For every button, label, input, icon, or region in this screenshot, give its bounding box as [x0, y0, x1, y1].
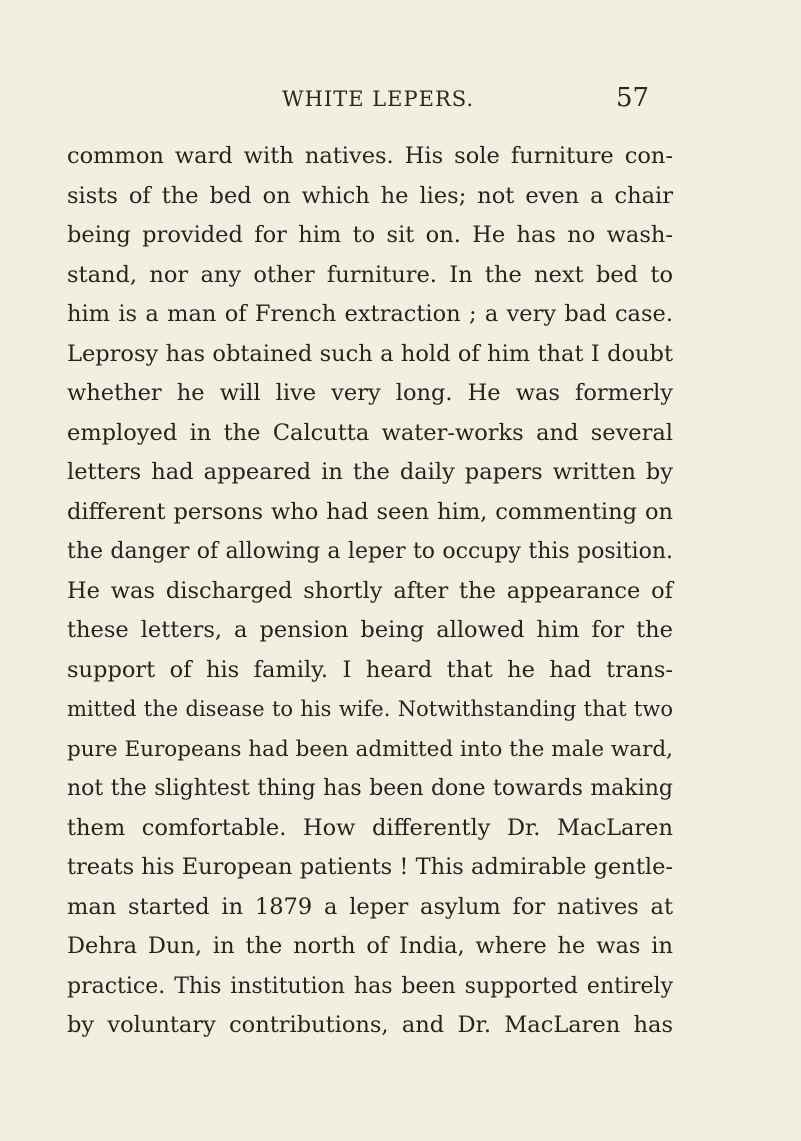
text-line: treats his European patients ! This admirable gentle- — [67, 854, 673, 880]
text-line: support of his family. I heard that he had trans- — [67, 656, 673, 683]
page-header — [0, 83, 801, 117]
body-text — [67, 137, 673, 1046]
text-line: by voluntary contributions, and Dr. MacLaren has — [67, 1012, 673, 1038]
text-line: these letters, a pension being allowed him for the — [67, 617, 673, 643]
text-line: different persons who had seen him, commenting on — [67, 498, 673, 525]
text-line: them comfortable. How differently Dr. MacLaren — [67, 814, 673, 841]
text-line: practice. This institution has been supported entirely — [67, 973, 673, 999]
running-head: WHITE LEPERS. — [282, 87, 475, 111]
text-line: the danger of allowing a leper to occupy this position. — [67, 539, 673, 564]
text-line: letters had appeared in the daily papers written by — [67, 459, 673, 485]
text-line: Leprosy has obtained such a hold of him that I doubt — [67, 340, 673, 367]
text-line: not the slightest thing has been done towards making — [67, 776, 673, 801]
text-line: sists of the bed on which he lies; not even a chair — [67, 182, 673, 209]
text-line: whether he will live very long. He was formerly — [67, 380, 673, 406]
text-line: stand, nor any other furniture. In the next bed to — [67, 261, 673, 288]
text-line: common ward with natives. His sole furniture con- — [67, 143, 673, 169]
text-line: man started in 1879 a leper asylum for natives at — [67, 893, 673, 920]
text-line: employed in the Calcutta water-works and several — [67, 419, 673, 446]
page-number: 57 — [616, 83, 650, 113]
text-line: him is a man of French extraction ; a very bad case. — [67, 301, 673, 327]
text-line: being provided for him to sit on. He has no wash- — [67, 222, 673, 248]
text-line: pure Europeans had been admitted into the male ward, — [67, 736, 673, 762]
text-line: He was discharged shortly after the appearance of — [67, 577, 673, 604]
text-line: mitted the disease to his wife. Notwithstanding that two — [67, 697, 673, 721]
text-line: Dehra Dun, in the north of India, where he was in — [67, 933, 673, 959]
